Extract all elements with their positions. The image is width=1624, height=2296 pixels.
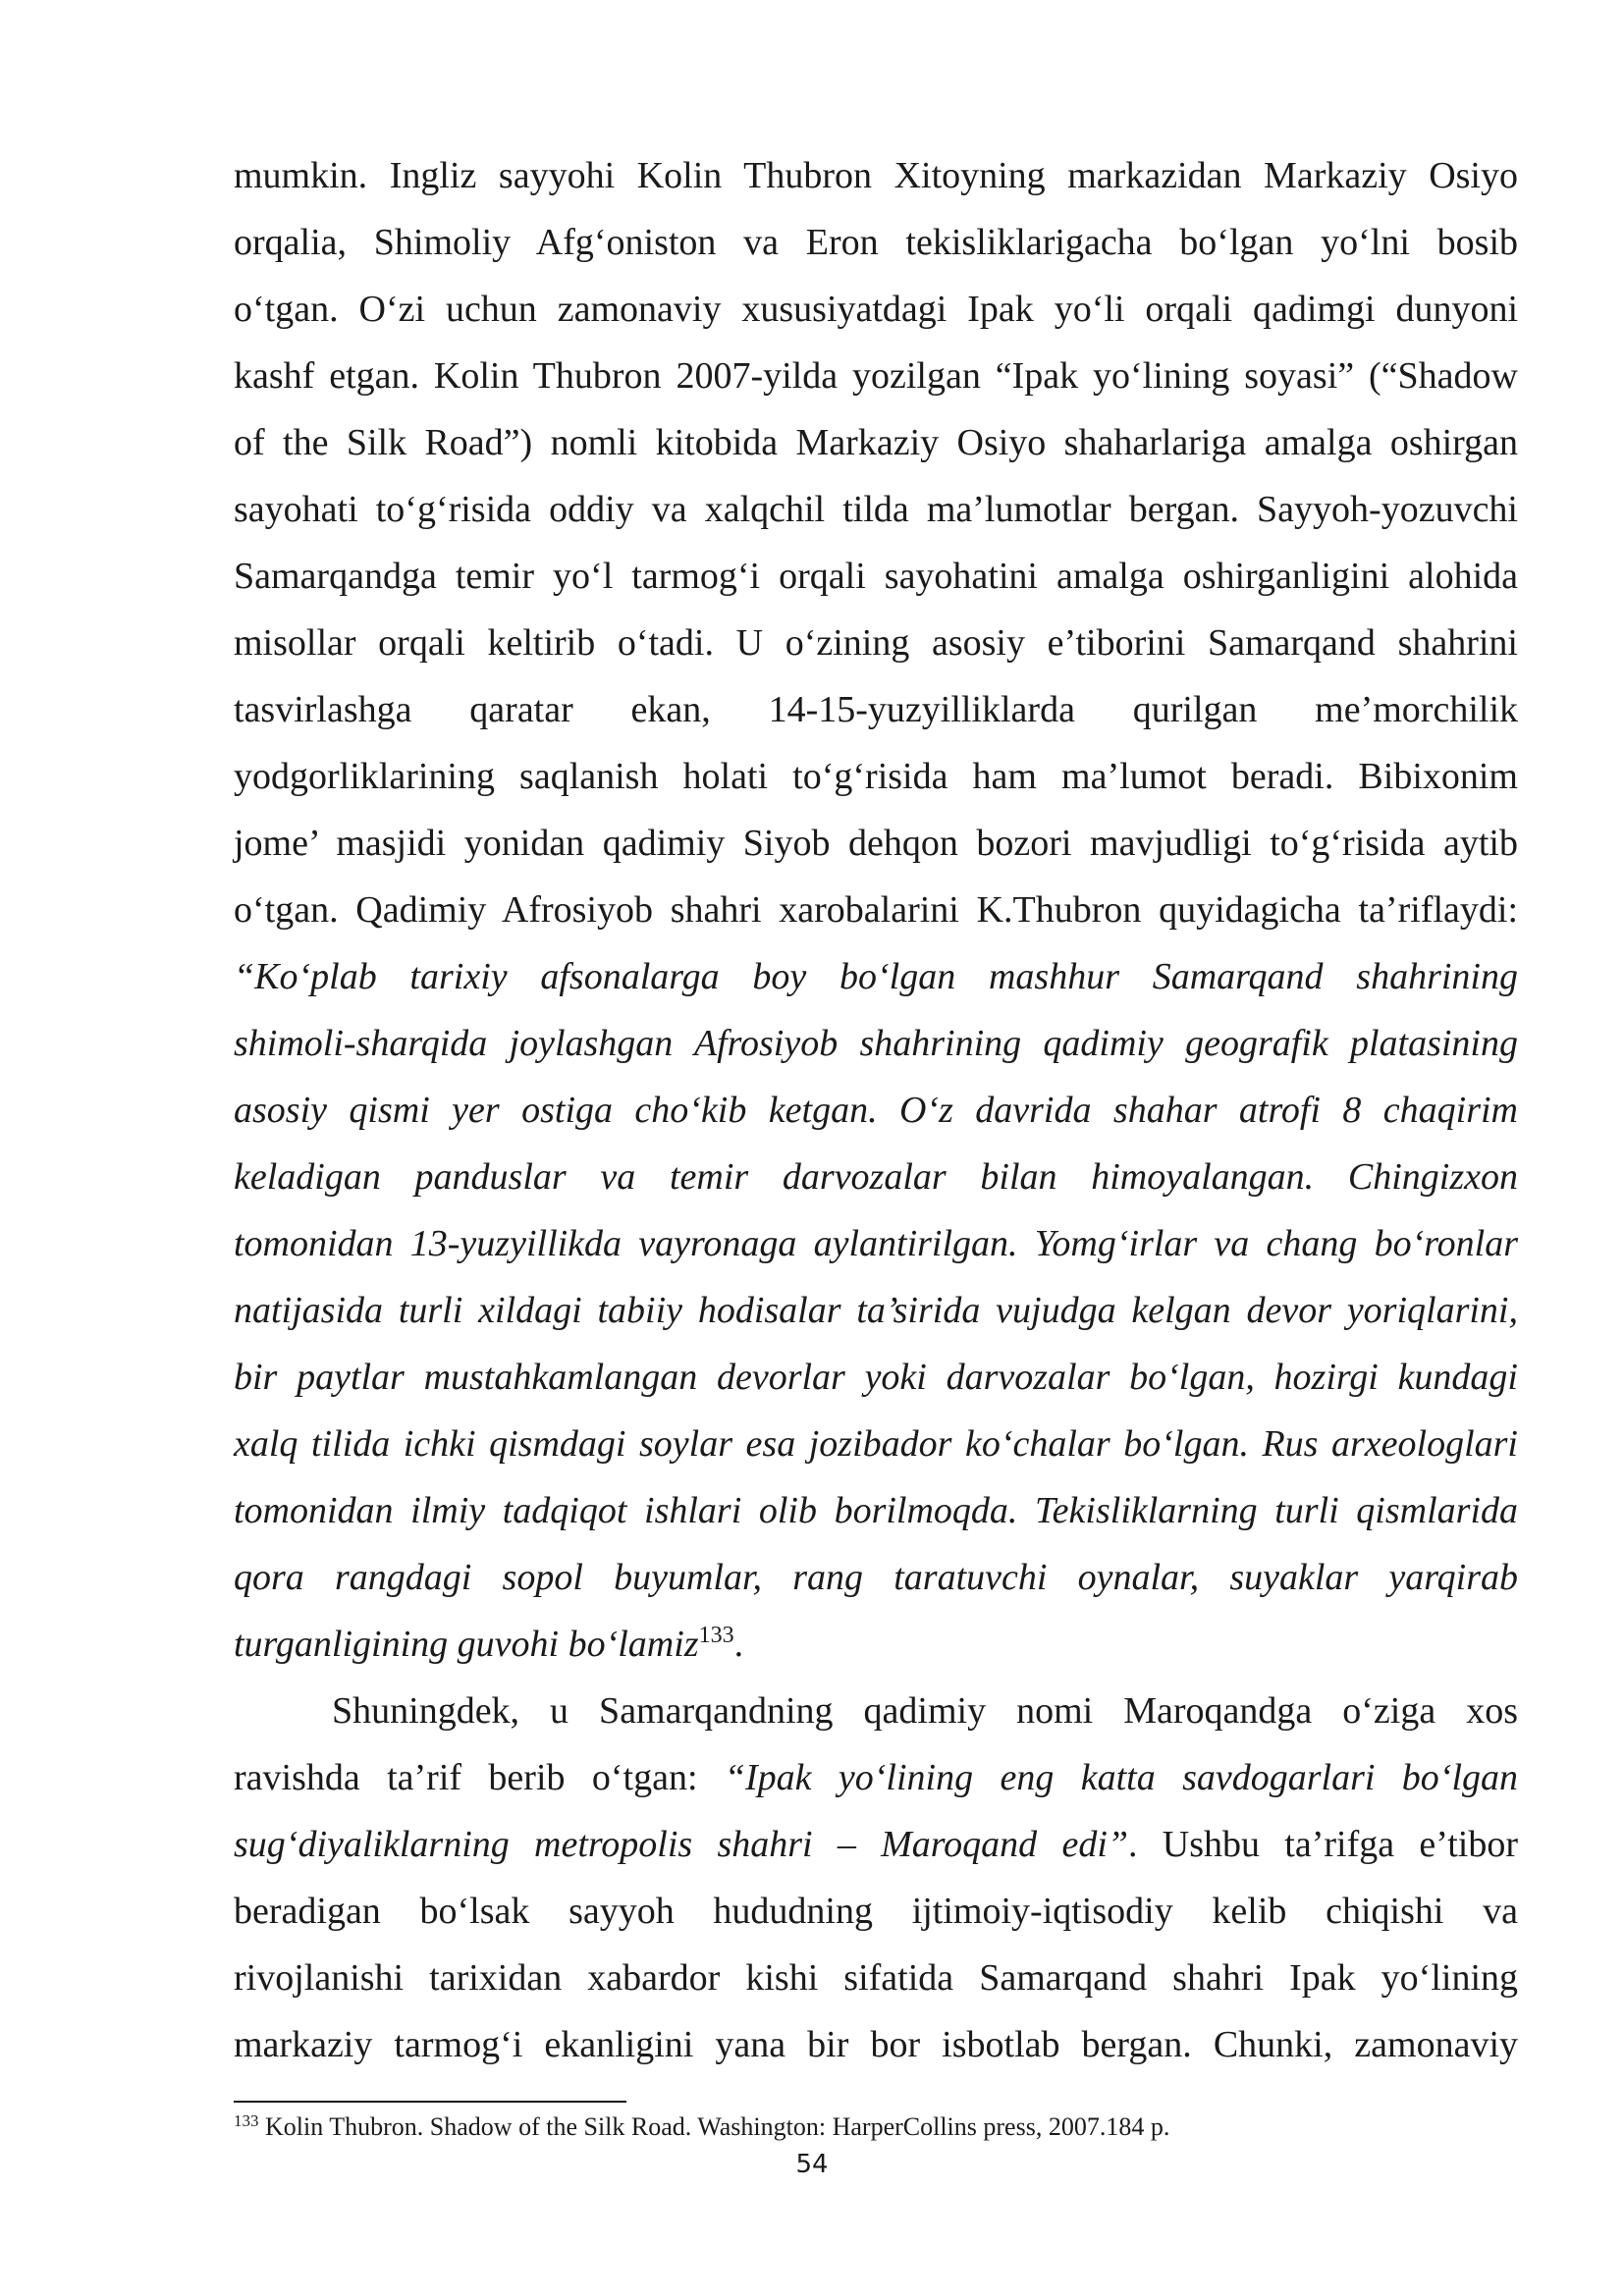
body-text-line: sayohati to‘g‘risida oddiy va xalqchil tilda ma’lumotlar bergan. Sayyoh-yozuvchi <box>234 489 1518 530</box>
footnote-text: Kolin Thubron. Shadow of the Silk Road. Washington: HarperCollins press, 2007.184 p. <box>258 2112 1170 2141</box>
footnote-reference[interactable]: 133 <box>698 1623 734 1648</box>
footnote-separator <box>234 2101 626 2103</box>
body-text-line: markaziy tarmog‘i ekanligini yana bir bor isbotlab bergan. Chunki, zamonaviy <box>234 2024 1518 2065</box>
body-text-line: orqalia, Shimoliy Afg‘oniston va Eron tekisliklarigacha bo‘lgan yo‘lni bosib <box>234 222 1518 263</box>
quote-last-line <box>234 1614 1518 1675</box>
quote-text-span: sug‘diyaliklarning metropolis shahri – Maroqand edi” <box>234 1824 1129 1865</box>
body-text-line: jome’ masjidi yonidan qadimiy Siyob dehqon bozori mavjudligi to‘g‘risida aytib <box>234 823 1518 864</box>
body-text-line: of the Silk Road”) nomli kitobida Markaziy Osiyo shaharlariga amalga oshirgan <box>234 422 1518 463</box>
quote-text-line: tomonidan 13-yuzyillikda vayronaga aylantirilgan. Yomg‘irlar va chang bo‘ronlar <box>234 1223 1518 1264</box>
body-text-line: kashf etgan. Kolin Thubron 2007-yilda yozilgan “Ipak yo‘lining soyasi” (“Shadow <box>234 355 1518 397</box>
body-text-line: Shuningdek, u Samarqandning qadimiy nomi Maroqandga o‘ziga xos <box>332 1690 1518 1732</box>
quote-text-span: “Ipak yo‘lining eng katta savdogarlari bo‘lgan <box>724 1757 1519 1798</box>
body-text-line: rivojlanishi tarixidan xabardor kishi sifatida Samarqand shahri Ipak yo‘lining <box>234 1957 1518 1999</box>
body-text-line: misollar orqali keltirib o‘tadi. U o‘zining asosiy e’tiborini Samarqand shahrini <box>234 622 1518 664</box>
body-text-line: yodgorliklarining saqlanish holati to‘g‘risida ham ma’lumot beradi. Bibixonim <box>234 756 1518 797</box>
body-text-line: o‘tgan. Qadimiy Afrosiyob shahri xarobalarini K.Thubron quyidagicha ta’riflaydi: <box>234 889 1518 931</box>
body-text-line: Samarqandga temir yo‘l tarmog‘i orqali sayohatini amalga oshirganligini alohida <box>234 556 1518 597</box>
body-text-line: tasvirlashga qaratar ekan, 14-15-yuzyilliklarda qurilgan me’morchilik <box>234 689 1518 730</box>
body-text-span: ravishda ta’rif berib o‘tgan: <box>234 1757 725 1798</box>
quote-text-line: xalq tilida ichki qismdagi soylar esa jozibador ko‘chalar bo‘lgan. Rus arxeologlari <box>234 1423 1518 1465</box>
quote-last-text: turganligining guvohi bo‘lamiz <box>234 1624 699 1665</box>
quote-text-line: natijasida turli xildagi tabiiy hodisalar ta’sirida vujudga kelgan devor yoriqlarini, <box>234 1290 1518 1331</box>
quote-text-line: qora rangdagi sopol buyumlar, rang taratuvchi oynalar, suyaklar yarqirab <box>234 1557 1518 1598</box>
quote-text-line: “Ko‘plab tarixiy afsonalarga boy bo‘lgan mashhur Samarqand shahrining <box>234 956 1518 997</box>
quote-text-line: tomonidan ilmiy tadqiqot ishlari olib borilmoqda. Tekisliklarning turli qismlarida <box>234 1490 1518 1531</box>
footnote <box>234 2110 1518 2144</box>
body-text-line <box>234 1814 1518 1875</box>
body-text-line: beradigan bo‘lsak sayyoh hududning ijtimoiy-iqtisodiy kelib chiqishi va <box>234 1891 1518 1932</box>
body-text-line <box>234 1747 1518 1808</box>
page-number: 54 <box>795 2150 829 2179</box>
quote-end-punctuation: . <box>733 1624 744 1665</box>
quote-text-line: bir paytlar mustahkamlangan devorlar yoki darvozalar bo‘lgan, hozirgi kundagi <box>234 1357 1518 1398</box>
footnote-number: 133 <box>234 2111 259 2130</box>
quote-text-line: asosiy qismi yer ostiga cho‘kib ketgan. O‘z davrida shahar atrofi 8 chaqirim <box>234 1090 1518 1131</box>
body-text-span: . Ushbu ta’rifga e’tibor <box>1128 1824 1518 1865</box>
body-text-line: mumkin. Ingliz sayyohi Kolin Thubron Xitoyning markazidan Markaziy Osiyo <box>234 155 1518 196</box>
body-text-line: o‘tgan. O‘zi uchun zamonaviy xususiyatdagi Ipak yo‘li orqali qadimgi dunyoni <box>234 289 1518 330</box>
quote-text-line: keladigan panduslar va temir darvozalar bilan himoyalangan. Chingizxon <box>234 1156 1518 1198</box>
quote-text-line: shimoli-sharqida joylashgan Afrosiyob shahrining qadimiy geografik platasining <box>234 1023 1518 1064</box>
